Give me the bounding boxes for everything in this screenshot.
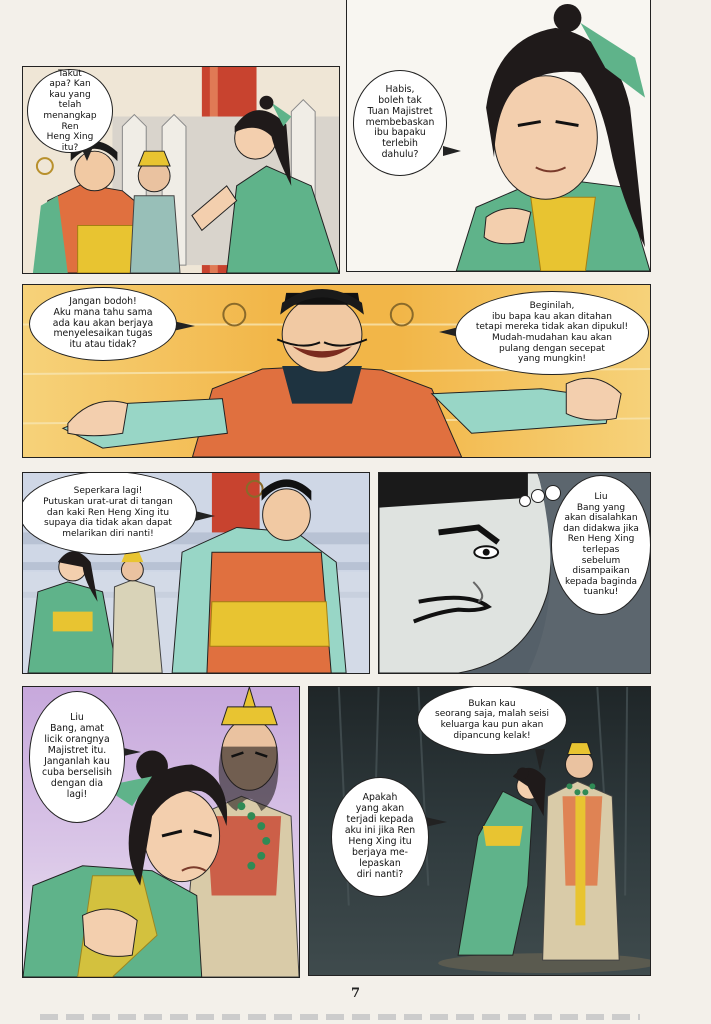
speech-bubble-p7-left: Apakah yang akan terjadi kepada aku ini jika Ren Heng Xing itu berjaya me- lepaskan diri nanti? xyxy=(331,777,429,897)
speech-bubble-p4: Seperkara lagi! Putuskan urat-urat di tangan dan kaki Ren Heng Xing itu supaya dia tidak akan dapat melarikan diri nanti! xyxy=(22,472,197,555)
bottom-edge-strip xyxy=(40,1014,640,1020)
panel-5-thought xyxy=(378,472,651,674)
speech-bubble-p3-left: Jangan bodoh! Aku mana tahu sama ada kau akan berjaya menyelesaikan tugas itu atau tidak? xyxy=(29,287,177,361)
panel-6-warning xyxy=(22,686,300,978)
bubble-tail xyxy=(443,146,461,156)
panel-1-confrontation xyxy=(22,66,340,274)
bubble-tail xyxy=(535,749,545,771)
panel-4-order xyxy=(22,472,370,674)
speech-bubble-p6: Liu Bang, amat licik orangnya Majistret itu. Janganlah kau cuba berselisih dengan dia lagi! xyxy=(29,691,125,823)
page-number: 7 xyxy=(350,986,361,1001)
speech-bubble-p7-top: Bukan kau seorang saja, malah seisi keluarga kau pun akan dipancung kelak! xyxy=(417,686,567,755)
bubble-tail xyxy=(195,511,215,521)
thought-bubble-p5: Liu Bang yang akan disalahkan dan didakwa jika Ren Heng Xing terlepas sebelum disampaikan kepada baginda tuanku! xyxy=(551,475,651,615)
speech-bubble-p1: Takut apa? Kan kau yang telah menangkap Ren Heng Xing itu? xyxy=(27,69,113,153)
panel-3-official-laughing xyxy=(22,284,651,458)
thought-dot xyxy=(545,485,561,501)
bubble-tail xyxy=(425,817,447,827)
thought-dot xyxy=(519,495,531,507)
speech-bubble-p2: Habis, boleh tak Tuan Majistret membebaskan ibu bapaku terlebih dahulu? xyxy=(353,70,447,176)
panel-7-cave xyxy=(308,686,651,976)
thought-dot xyxy=(531,489,545,503)
speech-bubble-p3-right: Beginilah, ibu bapa kau akan ditahan tetapi mereka tidak akan dipukul! Mudah-mudahan kau akan pulang dengan secepat yang mungkin! xyxy=(455,291,649,375)
panel-2-plea xyxy=(346,0,651,272)
